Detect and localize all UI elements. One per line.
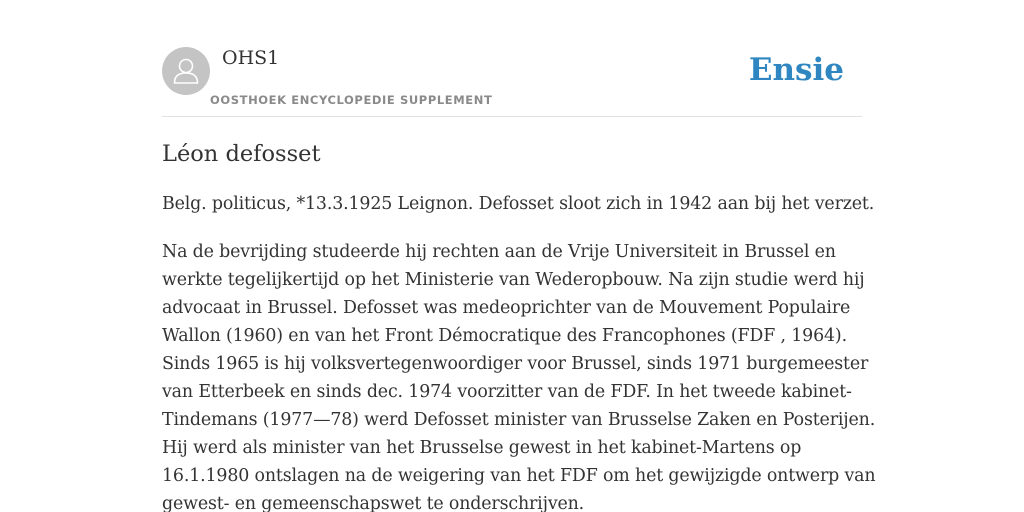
body-line: van Etterbeek en sinds dec. 1974 voorzitter van de FDF. In het tweede kabinet- [162,382,852,402]
brand-logo[interactable]: Ensie [748,52,844,88]
body-line: Tindemans (1977—78) werd Defosset minister van Brusselse Zaken en Posterijen. [162,410,876,430]
article-body [162,238,876,512]
body-line: gewest- en gemeenschapswet te onderschrijven. [162,494,585,512]
article [162,138,876,512]
page-title: Léon defosset [162,141,321,167]
body-line: Wallon (1960) en van het Front Démocratique des Francophones (FDF , 1964). [162,326,847,346]
body-line: Sinds 1965 is hij volksvertegenwoordiger voor Brussel, sinds 1971 burgemeester [162,354,869,374]
body-line: 16.1.1980 ontslagen na de weigering van het FDF om het gewijzigde ontwerp van [162,466,876,486]
avatar[interactable] [162,47,210,95]
user-icon [162,47,210,95]
body-line: advocaat in Brussel. Defosset was medeoprichter van de Mouvement Populaire [162,298,851,318]
body-line: werkte tegelijkertijd op het Ministerie van Wederopbouw. Na zijn studie werd hij [162,270,865,290]
source-label[interactable]: OOSTHOEK ENCYCLOPEDIE SUPPLEMENT [210,93,493,107]
header [162,0,862,117]
body-line: Hij werd als minister van het Brusselse gewest in het kabinet-Martens op [162,438,802,458]
body-line: Na de bevrijding studeerde hij rechten aan de Vrije Universiteit in Brussel en [162,242,836,262]
author-name[interactable]: OHS1 [222,47,280,69]
article-intro: Belg. politicus, *13.3.1925 Leignon. Defosset sloot zich in 1942 aan bij het verzet. [162,194,875,214]
